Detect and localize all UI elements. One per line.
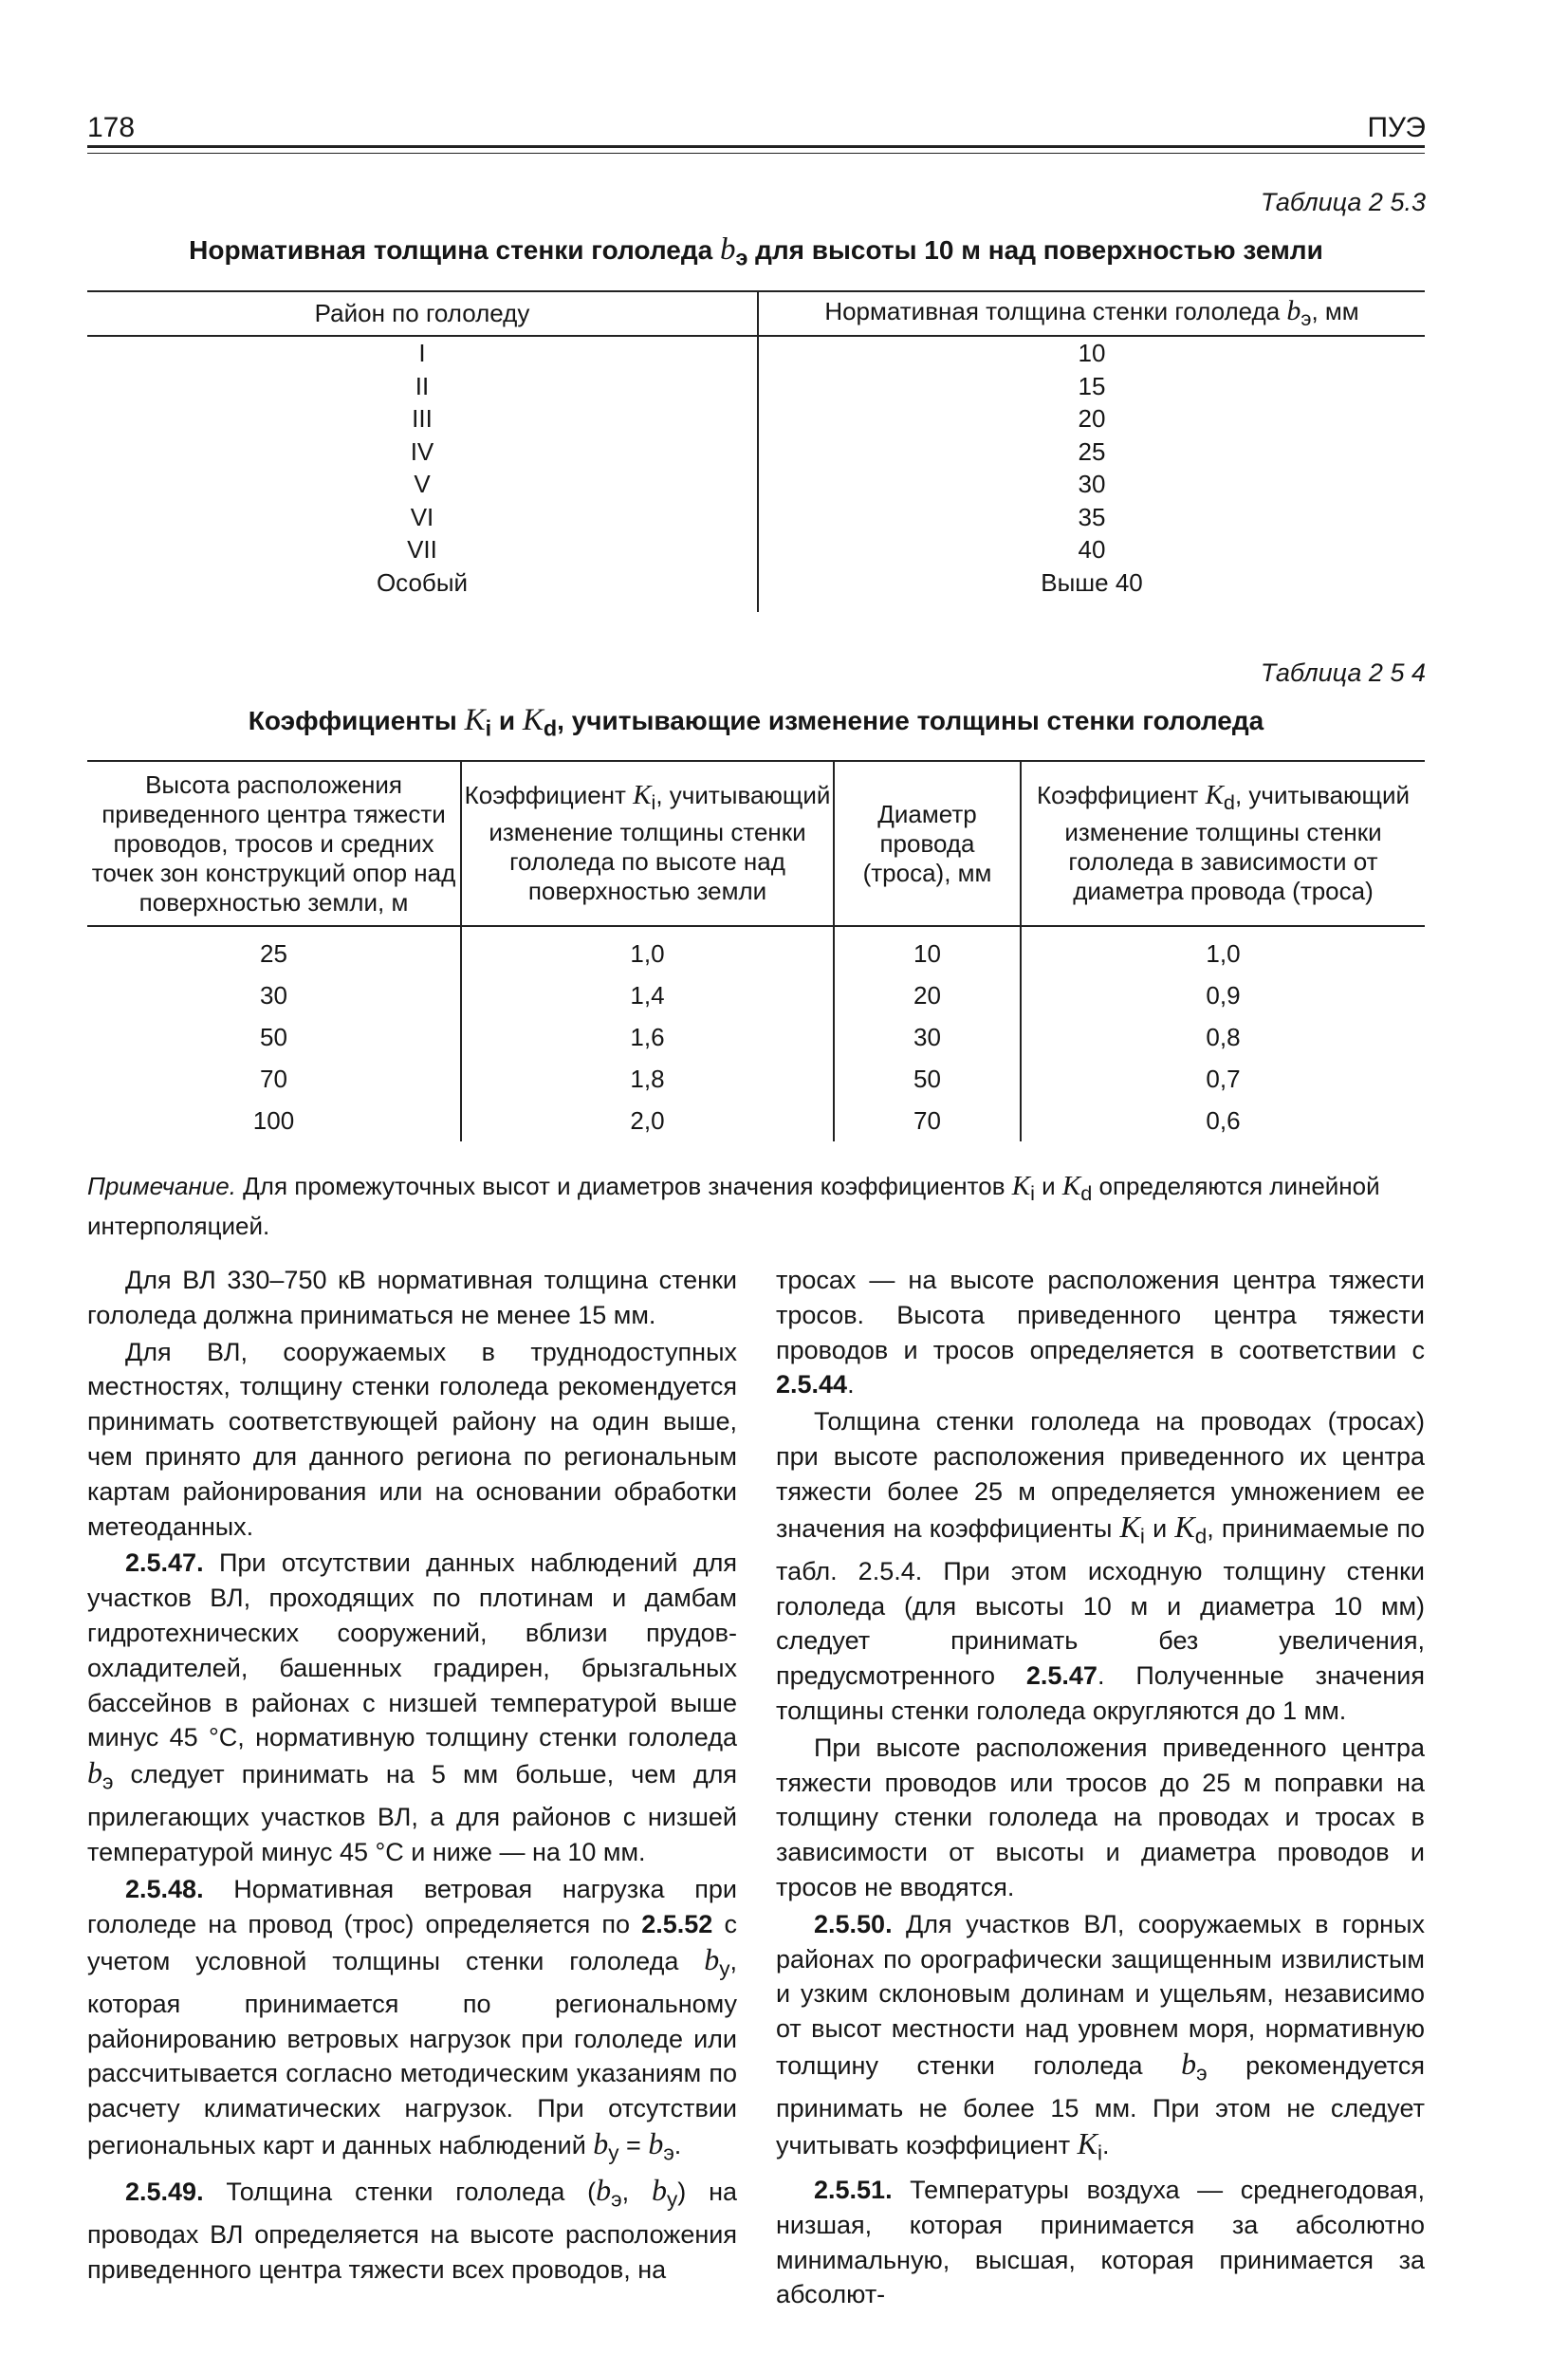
region-cell: VI [87,501,758,534]
thickness-cell: 25 [1078,436,1106,466]
table-row [87,336,1425,370]
region-cell: II [87,370,758,403]
table-253-label: Таблица 2 5.3 [1260,188,1426,216]
ki-cell: 1,8 [461,1058,834,1100]
table-row [87,402,1425,436]
kd-cell: 0,8 [1206,1022,1241,1051]
kd-cell: 0,7 [1206,1064,1241,1093]
paragraph-2-5-49: 2.5.49. Толщина стенки гололеда ($b_э$, $b_у$) на проводах ВЛ определяется на высоте расположения приведенного центра тяжести всех проводов, на [87,2173,737,2285]
kd-cell: 1,0 [1206,938,1241,968]
thickness-cell: Выше 40 [1041,567,1143,597]
ki-cell: 1,4 [461,974,834,1016]
table-note: Примечание. Для промежуточных высот и диаметров значения коэффициентов $K_i$ и $K_d$ определяются линейной интерполяцией. [87,1171,1380,1241]
height-cell: 100 [87,1100,461,1141]
paragraph: Для ВЛ 330–750 кВ нормативная толщина стенки гололеда должна приниматься не менее 15 мм. [87,1266,737,1329]
header-rule-thin [87,153,1425,154]
kd-cell: 0,6 [1206,1105,1241,1135]
left-text-column [87,1263,737,2289]
table-header-row [87,291,1425,336]
table-253-title: Нормативная толщина стенки гололеда $b_э$ для высоты 10 м над поверхностью земли [189,232,1323,270]
diameter-cell: 20 [834,974,1021,1016]
height-cell: 25 [87,926,461,974]
paragraph: При высоте расположения приведенного центра тяжести проводов или тросов до 25 м поправки на толщину стенки гололеда на проводах и тросах в зависимости от высоты и диаметра проводов и тросов не вводятся. [776,1733,1425,1901]
thickness-cell: 40 [1078,535,1106,565]
diameter-cell: 30 [834,1016,1021,1058]
paragraph-2-5-48: 2.5.48. Нормативная ветровая нагрузка при гололеде на провод (трос) определяется по 2.5.52 с учетом условной толщины стенки гололеда $b_у$, которая принимается по региональному районированию ветровых нагрузок при гололеде или рассчитывается согласно методическим указаниям по расчету климатических нагрузок. При отсутствии региональных карт и данных наблюдений $b_у = b_э$. [87,1874,737,2165]
height-cell: 70 [87,1058,461,1100]
column-header-height: Высота расположения приведенного центра тяжести проводов, тросов и средних точек зон конструкций опор над поверхностью земли, м [87,761,461,926]
table-row [87,566,1425,613]
thickness-cell: 35 [1078,502,1106,531]
region-cell: IV [87,436,758,469]
table-row [87,1100,1425,1141]
note-label: Примечание. [87,1172,236,1200]
page-number: 178 [87,112,136,143]
table-row [87,974,1425,1016]
table-row [87,370,1425,403]
table-row [87,501,1425,534]
table-row [87,1058,1425,1100]
region-cell: V [87,468,758,501]
region-cell: III [87,402,758,436]
header-rule [87,145,1425,148]
diameter-cell: 70 [834,1100,1021,1141]
table-254 [87,760,1425,1141]
table-row [87,436,1425,469]
thickness-cell: 10 [1078,339,1106,368]
region-cell: VII [87,533,758,566]
table-header-row [87,761,1425,926]
column-header-ki: Коэффициент $K_i$, учитывающий изменение толщины стенки гололеда по высоте над поверхностью земли [461,761,834,926]
table-row [87,926,1425,974]
diameter-cell: 50 [834,1058,1021,1100]
running-title: ПУЭ [1367,112,1426,143]
table-253 [87,290,1425,612]
column-header-diameter: Диаметр провода (троса), мм [834,761,1021,926]
height-cell: 50 [87,1016,461,1058]
table-254-title: Коэффициенты $K_i$ и $K_d$, учитывающие изменение толщины стенки гололеда [248,703,1264,741]
thickness-cell: 15 [1078,371,1106,400]
table-row [87,468,1425,501]
table-row [87,533,1425,566]
paragraph-2-5-51: 2.5.51. Температуры воздуха — среднегодовая, низшая, которая принимается за абсолютно минимальную, высшая, которая принимается за абсолют- [776,2176,1425,2309]
table-254-label: Таблица 2 5 4 [1260,658,1426,687]
region-cell: I [87,336,758,370]
paragraph-2-5-47: 2.5.47. При отсутствии данных наблюдений для участков ВЛ, проходящих по плотинам и дамбам гидротехнических сооружений, вблизи прудов-охладителей, башенных градирен, брызгальных бассейнов в районах с низшей температурой выше минус 45 °С, нормативную толщину стенки гололеда $b_э$ следует принимать на 5 мм больше, чем для прилегающих участков ВЛ, а для районов с низшей температурой минус 45 °С и ниже — на 10 мм. [87,1548,737,1867]
kd-cell: 0,9 [1206,980,1241,1010]
thickness-cell: 30 [1078,470,1106,499]
column-header-region: Район по гололеду [87,291,758,336]
paragraph: Толщина стенки гололеда на проводах (тросах) при высоте расположения приведенного их центра тяжести более 25 м определяется умножением ее значения на коэффициенты $K_i$ и $K_d$, принимаемые по табл. 2.5.4. При этом исходную толщину стенки гололеда (для высоты 10 м и диаметра 10 мм) следует принимать без увеличения, предусмотренного 2.5.47. Полученные значения толщины стенки гололеда округляются до 1 мм. [776,1407,1425,1725]
thickness-cell: 20 [1078,404,1106,434]
region-cell: Особый [87,566,758,613]
height-cell: 30 [87,974,461,1016]
column-header-thickness: Нормативная толщина стенки гололеда $b_э$, мм [758,291,1425,336]
paragraph-2-5-50: 2.5.50. Для участков ВЛ, сооружаемых в горных районах по орографически защищенным извилистым и узким склоновым долинам и ущельям, независимо от высот местности над уровнем моря, нормативную толщину стенки гололеда $b_э$ рекомендуется принимать не более 15 мм. При этом не следует учитывать коэффициент $K_i$. [776,1909,1425,2165]
column-header-kd: Коэффициент $K_d$, учитывающий изменение толщины стенки гололеда в зависимости от диаметра провода (троса) [1021,761,1425,926]
ki-cell: 1,6 [461,1016,834,1058]
diameter-cell: 10 [834,926,1021,974]
table-row [87,1016,1425,1058]
paragraph: Для ВЛ, сооружаемых в труднодоступных местностях, толщину стенки гололеда рекомендуется принимать соответствующей району на один выше, чем принято для данного региона по региональным картам районирования или на основании обработки метеоданных. [87,1337,737,1541]
right-text-column [776,1263,1425,2314]
ki-cell: 2,0 [461,1100,834,1141]
ki-cell: 1,0 [461,926,834,974]
paragraph-continued: тросах — на высоте расположения центра тяжести тросов. Высота приведенного центра тяжести проводов и тросов определяется в соответствии с 2.5.44. [776,1266,1425,1399]
